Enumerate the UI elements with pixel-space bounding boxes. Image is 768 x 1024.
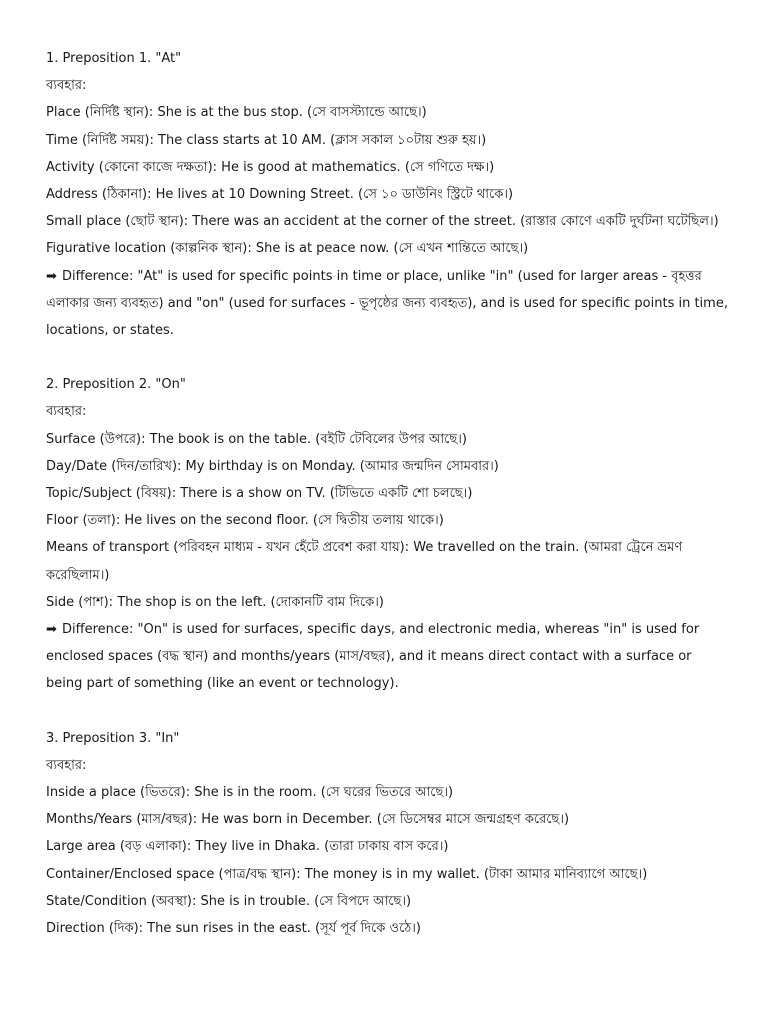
- usage-item: Means of transport (পরিবহন মাধ্যম - যখন হেঁটে প্রবেশ করা যায়): We travelled on the train. (আমরা ট্রেনে ভ্রমণ করেছিলাম।): [46, 540, 683, 583]
- usage-item: Months/Years (মাস/বছর): He was born in December. (সে ডিসেম্বর মাসে জন্মগ্রহণ করেছে।): [46, 812, 570, 828]
- usage-item: Floor (তলা): He lives on the second floor. (সে দ্বিতীয় তলায় থাকে।): [46, 513, 444, 529]
- difference-note: [46, 616, 728, 698]
- difference-text: Difference: "At" is used for specific points in time or place, unlike "in" (used for larger areas - বৃহত্তর এলাকার জন্য ব্যবহৃত) and "on" (used for surfaces - ভূপৃষ্ঠের জন্য ব্যবহৃত), and is used for specific points in time, locations, or states.: [46, 268, 728, 339]
- usage-item: State/Condition (অবস্থা): She is in trouble. (সে বিপদে আছে।): [46, 893, 412, 909]
- difference-text: Difference: "On" is used for surfaces, specific days, and electronic media, whereas "in" is used for enclosed spaces (বদ্ধ স্থান) and months/years (মাস/বছর), and it means direct contact with a surface or being part of something (like an event or technology).: [46, 622, 700, 692]
- section-on: [46, 371, 728, 697]
- usage-item: Place (নির্দিষ্ট স্থান): She is at the bus stop. (সে বাসস্ট্যান্ডে আছে।): [46, 105, 427, 121]
- usage-item: Time (নির্দিষ্ট সময়): The class starts at 10 AM. (ক্লাস সকাল ১০টায় শুরু হয়।): [46, 132, 487, 148]
- usage-label: ব্যবহার:: [46, 404, 87, 420]
- section-in: [46, 725, 728, 943]
- usage-label: ব্যবহার:: [46, 757, 87, 773]
- section-at: [46, 45, 728, 344]
- arrow-right-icon: ➡: [46, 268, 57, 284]
- usage-label: ব্যবহার:: [46, 78, 87, 94]
- usage-item: Surface (উপরে): The book is on the table. (বইটি টেবিলের উপর আছে।): [46, 431, 467, 447]
- usage-item: Activity (কোনো কাজে দক্ষতা): He is good at mathematics. (সে গণিতে দক্ষ।): [46, 159, 495, 175]
- usage-item: Address (ঠিকানা): He lives at 10 Downing Street. (সে ১০ ডাউনিং স্ট্রিটে থাকে।): [46, 187, 514, 203]
- usage-item: Small place (ছোট স্থান): There was an accident at the corner of the street. (রাস্তার কোণে একটি দুর্ঘটনা ঘটেছিল।): [46, 214, 719, 230]
- section-title: 1. Preposition 1. "At": [46, 51, 182, 66]
- section-title: 3. Preposition 3. "In": [46, 730, 180, 746]
- usage-item: Container/Enclosed space (পাত্র/বদ্ধ স্থান): The money is in my wallet. (টাকা আমার মানিব্যাগে আছে।): [46, 866, 648, 882]
- usage-item: Side (পাশ): The shop is on the left. (দোকানটি বাম দিকে।): [46, 594, 384, 610]
- usage-item: Direction (দিক): The sun rises in the east. (সূর্য পূর্ব দিকে ওঠে।): [46, 921, 421, 937]
- usage-item: Large area (বড় এলাকা): They live in Dhaka. (তারা ঢাকায় বাস করে।): [46, 839, 449, 855]
- arrow-right-icon: ➡: [46, 622, 57, 638]
- usage-item: Inside a place (ভিতরে): She is in the room. (সে ঘরের ভিতরে আছে।): [46, 785, 454, 801]
- usage-item: Figurative location (কাল্পনিক স্থান): She is at peace now. (সে এখন শান্তিতে আছে।): [46, 241, 529, 257]
- difference-note: [46, 263, 728, 345]
- usage-item: Day/Date (দিন/তারিখ): My birthday is on Monday. (আমার জন্মদিন সোমবার।): [46, 458, 499, 474]
- usage-item: Topic/Subject (বিষয়): There is a show on TV. (টিভিতে একটি শো চলছে।): [46, 486, 473, 502]
- section-title: 2. Preposition 2. "On": [46, 377, 186, 393]
